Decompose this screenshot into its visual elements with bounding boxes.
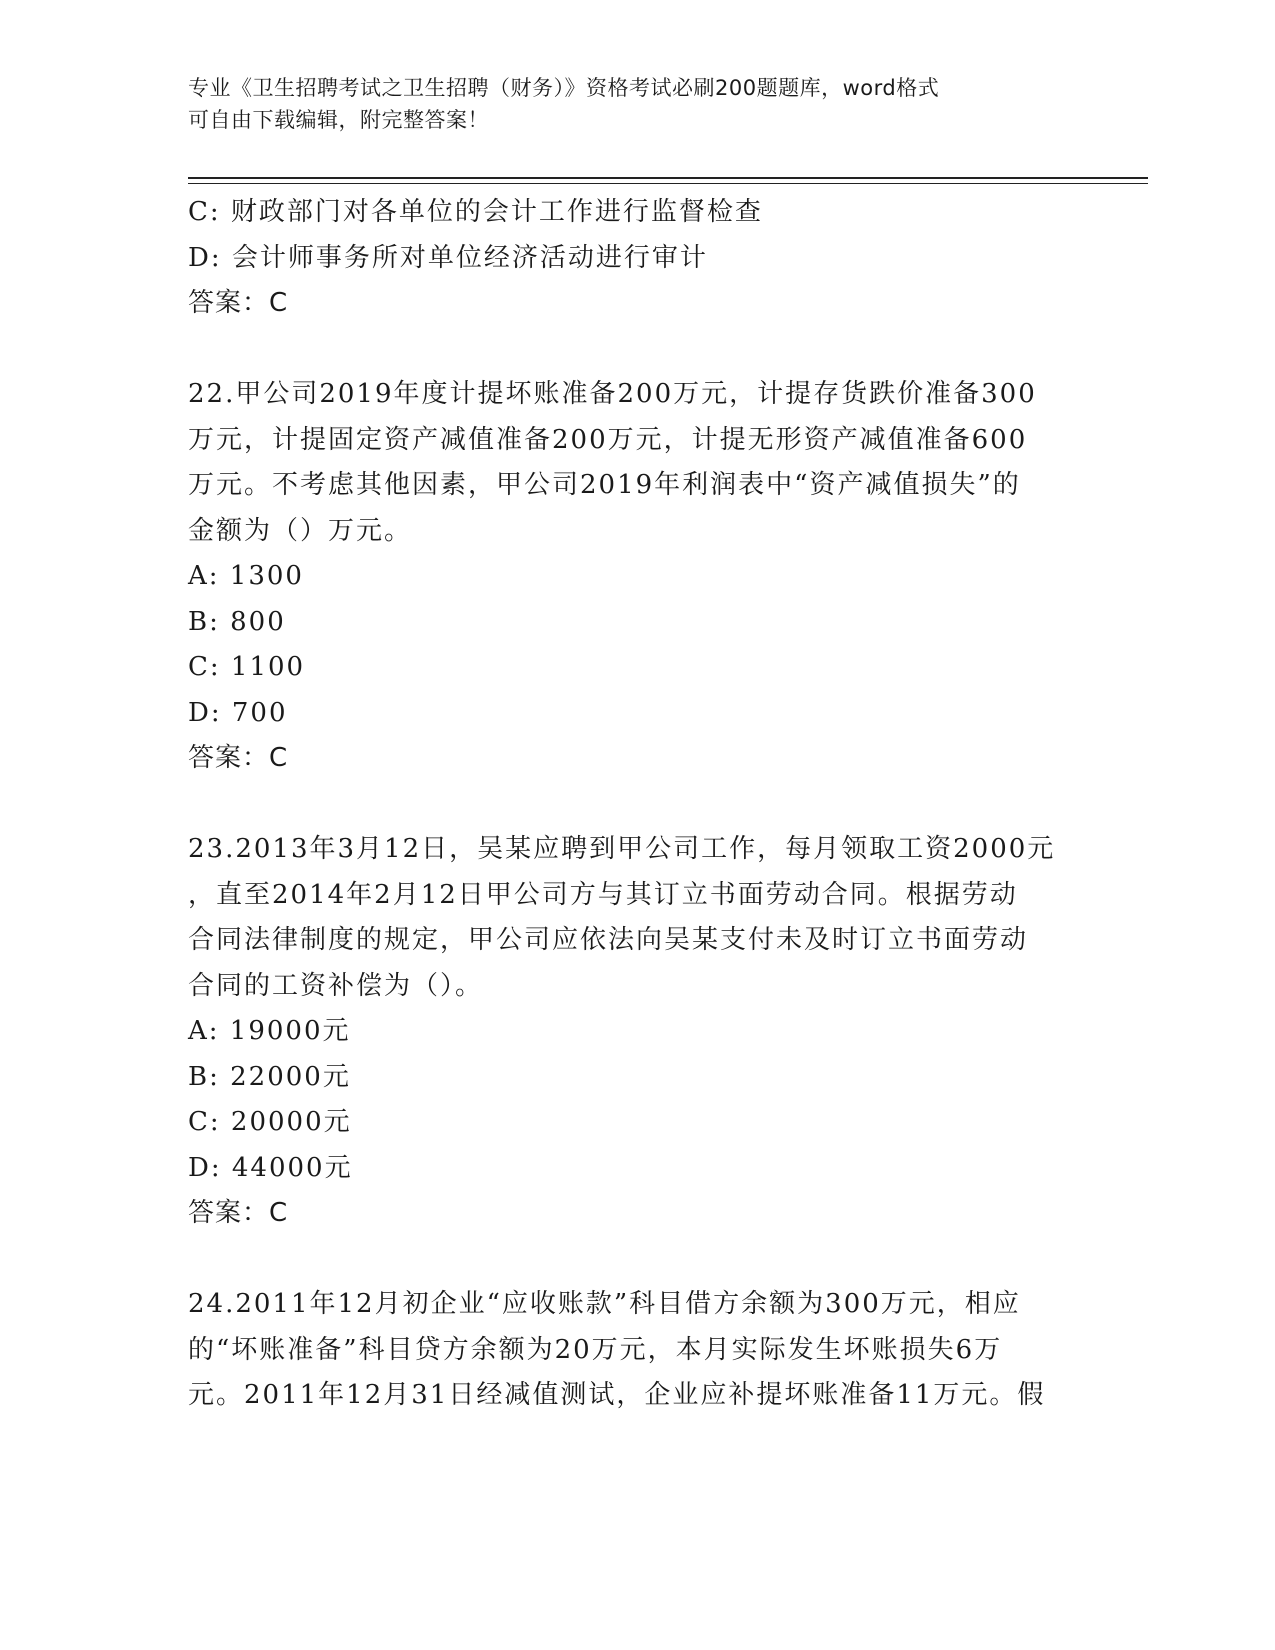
option-a: A: 1300 [188, 561, 304, 591]
question-text-line: 万元，计提固定资产减值准备200万元，计提无形资产减值准备600 [188, 424, 1028, 455]
question-text-line: 23.2013年3月12日，吴某应聘到甲公司工作，每月领取工资2000元 [188, 834, 1056, 864]
question-text-line: 合同法律制度的规定，甲公司应依法向吴某支付未及时订立书面劳动 [188, 925, 1029, 955]
option-d: D: 44000元 [188, 1152, 353, 1183]
option-a: A: 19000元 [188, 1016, 351, 1046]
question-text-line: 合同的工资补偿为（）。 [188, 970, 484, 1001]
header-line-1: 专业《卫生招聘考试之卫生招聘（财务）》资格考试必刷200题题库，word格式 [188, 76, 940, 100]
spacer [188, 782, 1088, 828]
header-divider-thin [188, 183, 1148, 184]
option-d: D: 700 [188, 697, 288, 728]
header-divider-thick [188, 177, 1148, 179]
question-text-line: 的“坏账准备”科目贷方余额为20万元，本月实际发生坏账损失6万 [188, 1334, 1003, 1365]
document-header [188, 72, 1088, 136]
option-d: D: 会计师事务所对单位经济活动进行审计 [188, 242, 708, 273]
question-21-tail [188, 190, 1088, 327]
option-b: B: 22000元 [188, 1061, 351, 1092]
question-text-line: 24.2011年12月初企业“应收账款”科目借方余额为300万元，相应 [188, 1289, 1021, 1319]
question-text-line: ，直至2014年2月12日甲公司方与其订立书面劳动合同。根据劳动 [188, 879, 1018, 910]
option-c: C: 财政部门对各单位的会计工作进行监督检查 [188, 197, 763, 227]
question-23 [188, 827, 1088, 1237]
option-b: B: 800 [188, 606, 286, 637]
question-text-line: 万元。不考虑其他因素，甲公司2019年利润表中“资产减值损失”的 [188, 470, 1021, 500]
question-24 [188, 1282, 1088, 1419]
answer-line: 答案：C [188, 1198, 289, 1228]
question-text-line: 元。2011年12月31日经减值测试，企业应补提坏账准备11万元。假 [188, 1380, 1046, 1410]
header-line-2: 可自由下载编辑，附完整答案！ [188, 108, 489, 132]
answer-line: 答案：C [188, 288, 289, 318]
question-text-line: 22.甲公司2019年度计提坏账准备200万元，计提存货跌价准备300 [188, 379, 1037, 409]
spacer [188, 327, 1088, 373]
spacer [188, 1237, 1088, 1283]
option-c: C: 1100 [188, 652, 306, 682]
answer-line: 答案：C [188, 743, 289, 773]
question-content [188, 190, 1088, 1419]
question-text-line: 金额为（）万元。 [188, 515, 413, 546]
question-22 [188, 372, 1088, 782]
option-c: C: 20000元 [188, 1107, 352, 1137]
